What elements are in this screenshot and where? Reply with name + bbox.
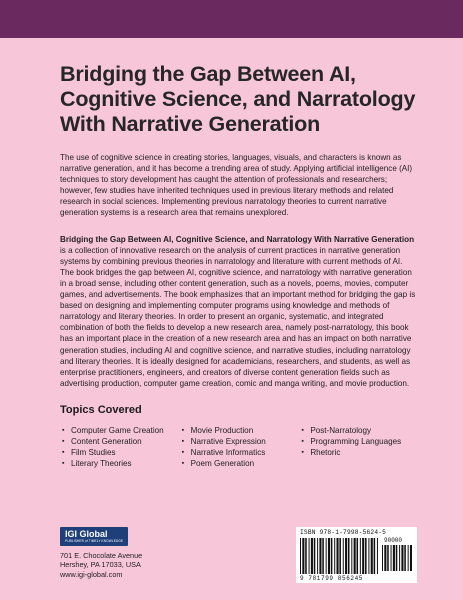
address-line-1: 701 E. Chocolate Avenue bbox=[60, 551, 143, 560]
publisher-block bbox=[60, 527, 180, 579]
publisher-brand: IGI Global bbox=[65, 529, 108, 539]
publisher-logo bbox=[60, 527, 128, 546]
publisher-address bbox=[60, 551, 180, 579]
topic-item: ▪ Poem Generation bbox=[180, 458, 300, 469]
description-text: is a collection of innovative research on the analysis of current practices in narrative generation systems by combining previous theories in narratology and literature with current methods of AI. The book bridges the gap between AI, cognitive science, and narratology with narrative generation in a broad sense, including other content generation, such as a novels, poems, movies, computer games, and advertisements. The book emphasizes that an important method for bridging the gap is based on designing and implementing computer programs using knowledge and methods of narratology and literary theories. In order to present an organic, systematic, and integrated combination of both the fields to develop a new research area, namely post-narratology, this book has an important place in the creation of a new research area and has an impact on both narrative generation studies, including AI and cognitive science, and narrative studies, including narratology and literary theories. It is ideally designed for academicians, researchers, and students, as well as enterprise practitioners, engineers, and creators of diverse content generation fields such as advertising production, computer game creation, comic and manga writing, and movie production. bbox=[60, 245, 416, 388]
topic-item: ▪ Film Studies bbox=[60, 447, 180, 458]
topics-list bbox=[60, 425, 418, 470]
topic-item: ▪ Computer Game Creation bbox=[60, 425, 180, 436]
topic-item: ▪ Movie Production bbox=[180, 425, 300, 436]
topic-item: ▪ Narrative Expression bbox=[180, 436, 300, 447]
topic-item: ▪ Rhetoric bbox=[299, 447, 418, 458]
price-code: 90000 bbox=[384, 537, 403, 544]
ean-digits: 9 781799 856245 bbox=[300, 575, 364, 582]
topic-item: ▪ Narrative Informatics bbox=[180, 447, 300, 458]
book-title: Bridging the Gap Between AI, Cognitive Science, and Narratology With Narrative Generation bbox=[60, 62, 416, 136]
topics-column-2 bbox=[180, 425, 300, 470]
addon-barcode-bars bbox=[382, 545, 412, 571]
publisher-tagline: PUBLISHER of TIMELY KNOWLEDGE bbox=[65, 539, 124, 543]
topics-column-3 bbox=[299, 425, 418, 470]
publisher-website: www.igi-global.com bbox=[60, 569, 123, 579]
ean-barcode-bars bbox=[300, 538, 380, 574]
intro-paragraph: The use of cognitive science in creating stories, languages, visuals, and characters is known as narrative generation, and it has become a trending area of study. Applying artificial intelligence (AI) techniques to story development has caught the attention of professionals and researchers; however, few studies have inherited techniques used in previous literary methods and related research in social sciences. Implementing previous narratology theories to current narrative generation systems is a research area that remains unexplored. bbox=[60, 153, 413, 218]
topics-heading: Topics Covered bbox=[60, 403, 142, 416]
topic-item: ▪ Post-Narratology bbox=[299, 425, 418, 436]
address-line-2: Hershey, PA 17033, USA bbox=[60, 560, 141, 570]
top-band bbox=[0, 0, 463, 38]
topic-item: ▪ Programming Languages bbox=[299, 436, 418, 447]
description-paragraph bbox=[60, 234, 418, 389]
isbn-text: ISBN 978-1-7998-5624-5 bbox=[300, 529, 387, 536]
topic-item: ▪ Literary Theories bbox=[60, 458, 180, 469]
back-cover-content bbox=[60, 62, 418, 470]
topic-item: ▪ Content Generation bbox=[60, 436, 180, 447]
barcode bbox=[296, 527, 417, 583]
description-book-title: Bridging the Gap Between AI, Cognitive Science, and Narratology With Narrative Generation bbox=[60, 234, 415, 244]
topics-column-1 bbox=[60, 425, 180, 470]
